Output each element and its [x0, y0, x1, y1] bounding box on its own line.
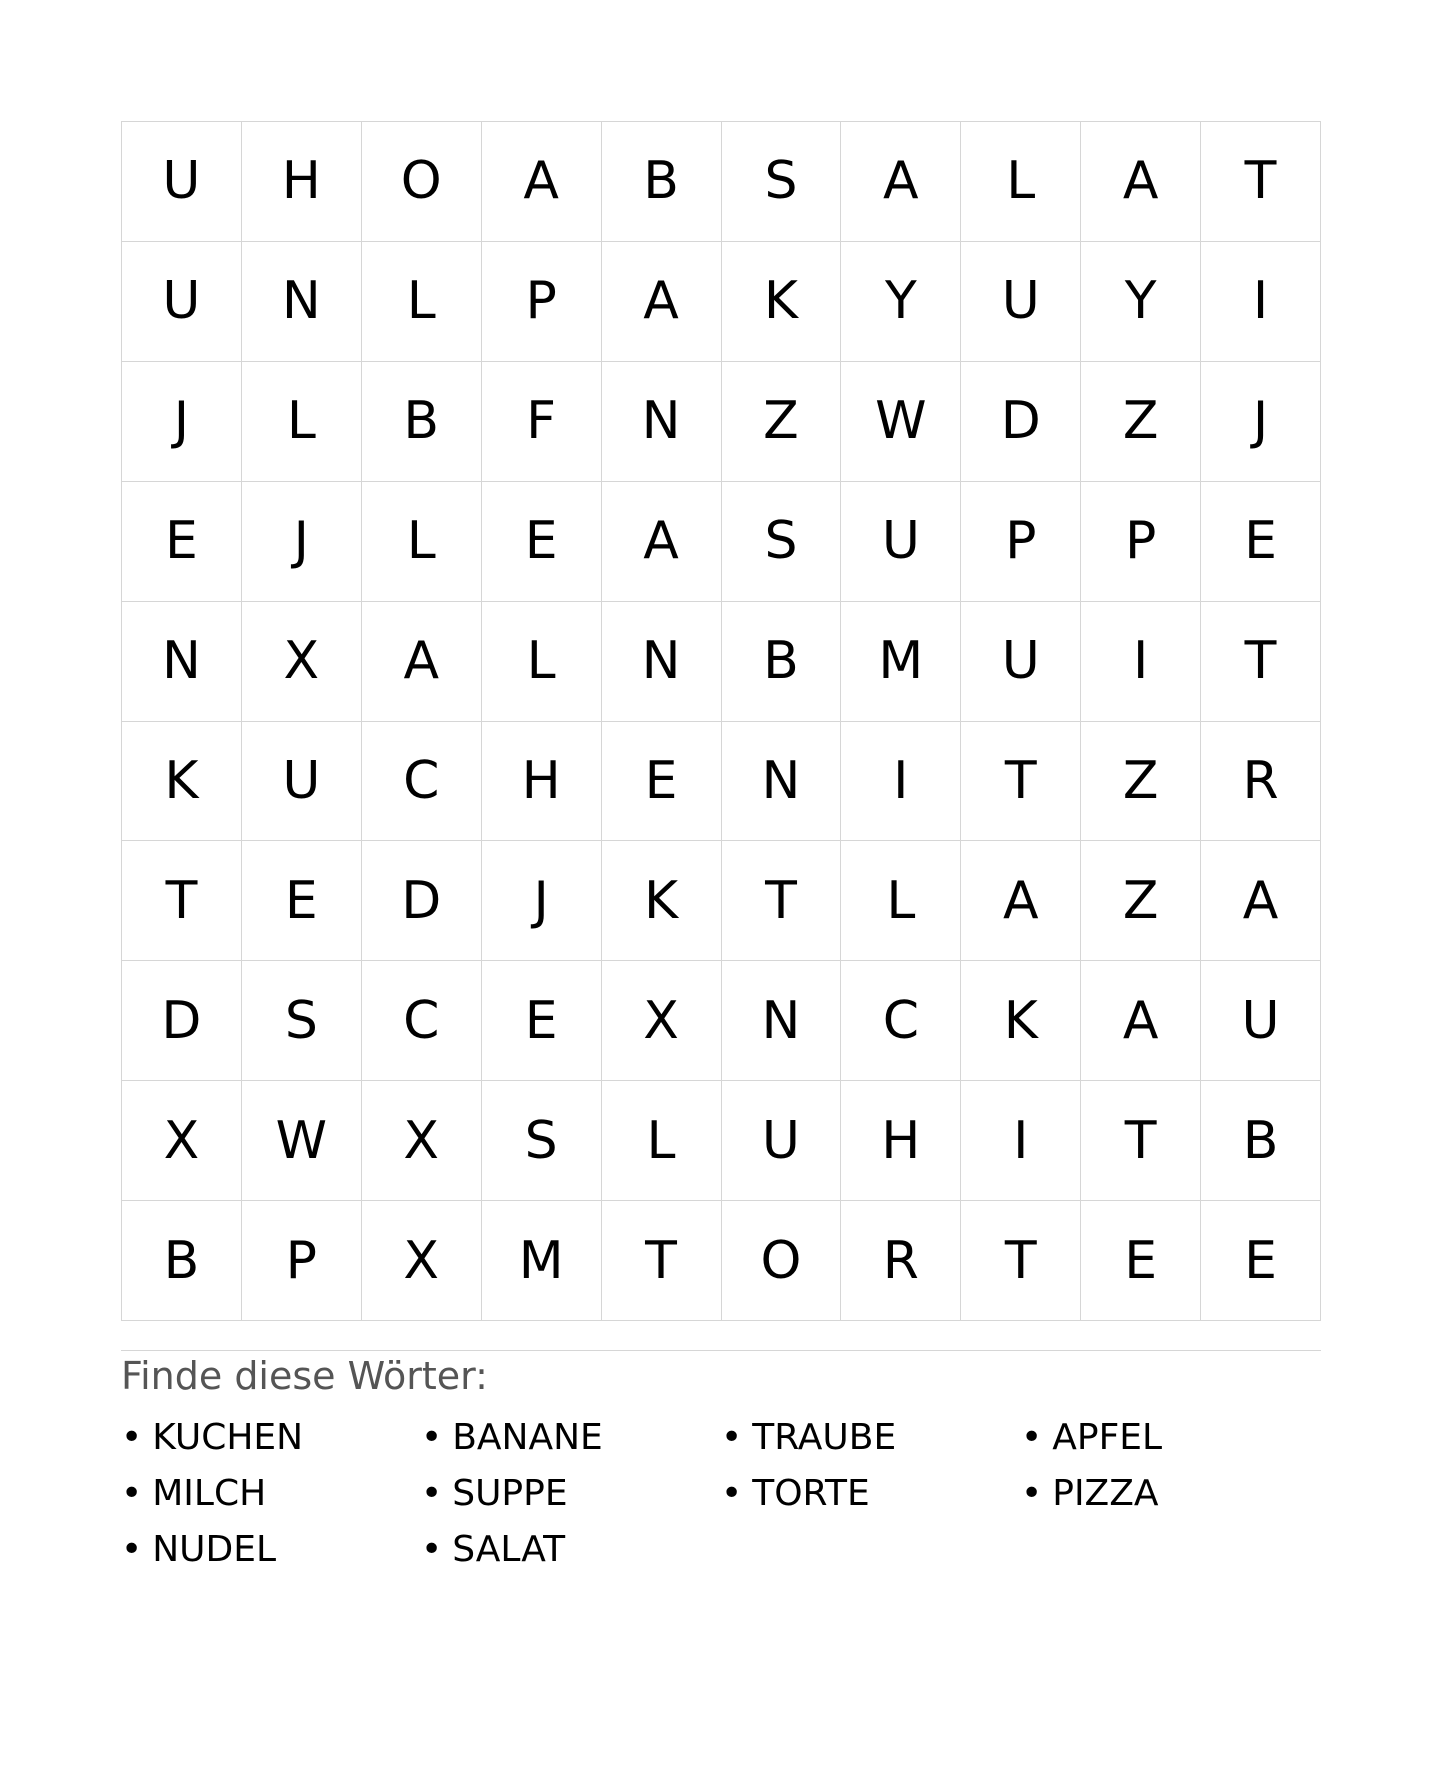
grid-cell[interactable]: P	[482, 242, 602, 362]
grid-cell[interactable]: U	[841, 482, 961, 602]
grid-cell[interactable]: B	[602, 122, 722, 242]
grid-cell[interactable]: B	[1201, 1081, 1321, 1201]
word-item: • APFEL	[1021, 1410, 1321, 1466]
grid-cell[interactable]: X	[602, 961, 722, 1081]
grid-cell[interactable]: S	[482, 1081, 602, 1201]
grid-cell[interactable]: M	[841, 602, 961, 722]
grid-cell[interactable]: Z	[1081, 841, 1201, 961]
grid-cell[interactable]: H	[242, 122, 362, 242]
word-item: • BANANE	[421, 1410, 721, 1466]
grid-cell[interactable]: L	[602, 1081, 722, 1201]
grid-cell[interactable]: N	[722, 722, 842, 842]
grid-cell[interactable]: Z	[722, 362, 842, 482]
grid-cell[interactable]: T	[1201, 602, 1321, 722]
grid-cell[interactable]: E	[242, 841, 362, 961]
word-item: • MILCH	[121, 1466, 421, 1522]
grid-cell[interactable]: T	[1201, 122, 1321, 242]
grid-cell[interactable]: A	[1201, 841, 1321, 961]
grid-cell[interactable]: A	[602, 242, 722, 362]
grid-cell[interactable]: E	[1201, 1201, 1321, 1321]
grid-cell[interactable]: U	[122, 242, 242, 362]
grid-cell[interactable]: X	[122, 1081, 242, 1201]
grid-cell[interactable]: W	[841, 362, 961, 482]
grid-cell[interactable]: F	[482, 362, 602, 482]
grid-cell[interactable]: I	[1081, 602, 1201, 722]
grid-cell[interactable]: J	[242, 482, 362, 602]
grid-cell[interactable]: R	[841, 1201, 961, 1321]
grid-cell[interactable]: E	[482, 961, 602, 1081]
grid-cell[interactable]: A	[482, 122, 602, 242]
grid-cell[interactable]: T	[1081, 1081, 1201, 1201]
grid-cell[interactable]: T	[961, 722, 1081, 842]
grid-cell[interactable]: P	[242, 1201, 362, 1321]
grid-cell[interactable]: A	[602, 482, 722, 602]
grid-cell[interactable]: E	[482, 482, 602, 602]
grid-cell[interactable]: X	[362, 1201, 482, 1321]
grid-cell[interactable]: W	[242, 1081, 362, 1201]
grid-cell[interactable]: C	[362, 961, 482, 1081]
grid-cell[interactable]: N	[722, 961, 842, 1081]
grid-cell[interactable]: J	[1201, 362, 1321, 482]
grid-cell[interactable]: Z	[1081, 722, 1201, 842]
grid-cell[interactable]: P	[1081, 482, 1201, 602]
grid-cell[interactable]: J	[122, 362, 242, 482]
grid-cell[interactable]: U	[961, 602, 1081, 722]
word-item: • TORTE	[721, 1466, 1021, 1522]
grid-cell[interactable]: K	[122, 722, 242, 842]
grid-cell[interactable]: S	[722, 482, 842, 602]
grid-cell[interactable]: E	[122, 482, 242, 602]
grid-cell[interactable]: K	[602, 841, 722, 961]
grid-cell[interactable]: M	[482, 1201, 602, 1321]
grid-cell[interactable]: L	[362, 482, 482, 602]
grid-cell[interactable]: D	[122, 961, 242, 1081]
grid-cell[interactable]: O	[362, 122, 482, 242]
word-item: • TRAUBE	[721, 1410, 1021, 1466]
grid-cell[interactable]: C	[362, 722, 482, 842]
grid-cell[interactable]: H	[841, 1081, 961, 1201]
grid-cell[interactable]: L	[242, 362, 362, 482]
grid-cell[interactable]: X	[362, 1081, 482, 1201]
grid-cell[interactable]: N	[602, 362, 722, 482]
word-item: • SUPPE	[421, 1466, 721, 1522]
grid-cell[interactable]: I	[1201, 242, 1321, 362]
grid-cell[interactable]: E	[1201, 482, 1321, 602]
grid-cell[interactable]: Z	[1081, 362, 1201, 482]
grid-cell[interactable]: U	[242, 722, 362, 842]
grid-cell[interactable]: L	[362, 242, 482, 362]
grid-cell[interactable]: A	[1081, 122, 1201, 242]
grid-cell[interactable]: U	[961, 242, 1081, 362]
grid-cell[interactable]: O	[722, 1201, 842, 1321]
grid-cell[interactable]: N	[122, 602, 242, 722]
grid-cell[interactable]: U	[722, 1081, 842, 1201]
grid-cell[interactable]: U	[1201, 961, 1321, 1081]
grid-cell[interactable]: E	[602, 722, 722, 842]
word-list-title: Finde diese Wörter:	[121, 1354, 488, 1398]
grid-cell[interactable]: K	[722, 242, 842, 362]
grid-cell[interactable]: A	[841, 122, 961, 242]
grid-cell[interactable]: L	[961, 122, 1081, 242]
grid-cell[interactable]: T	[122, 841, 242, 961]
grid-cell[interactable]: Y	[1081, 242, 1201, 362]
grid-cell[interactable]: S	[722, 122, 842, 242]
word-list	[121, 1410, 1321, 1578]
grid-cell[interactable]: N	[242, 242, 362, 362]
grid-cell[interactable]: B	[362, 362, 482, 482]
grid-cell[interactable]: E	[1081, 1201, 1201, 1321]
grid-cell[interactable]: H	[482, 722, 602, 842]
grid-cell[interactable]: N	[602, 602, 722, 722]
grid-cell[interactable]: T	[961, 1201, 1081, 1321]
letter-grid	[121, 121, 1321, 1321]
word-item: • SALAT	[421, 1522, 721, 1578]
grid-cell[interactable]: A	[961, 841, 1081, 961]
grid-cell[interactable]: D	[362, 841, 482, 961]
grid-cell[interactable]: P	[961, 482, 1081, 602]
grid-cell[interactable]: I	[961, 1081, 1081, 1201]
grid-cell[interactable]: X	[242, 602, 362, 722]
grid-cell[interactable]: I	[841, 722, 961, 842]
grid-cell[interactable]: K	[961, 961, 1081, 1081]
grid-cell[interactable]: T	[602, 1201, 722, 1321]
grid-cell[interactable]: L	[841, 841, 961, 961]
grid-cell[interactable]: L	[482, 602, 602, 722]
grid-cell[interactable]: S	[242, 961, 362, 1081]
word-item: • NUDEL	[121, 1522, 421, 1578]
grid-cell[interactable]: U	[122, 122, 242, 242]
grid-cell[interactable]: Y	[841, 242, 961, 362]
grid-cell[interactable]: B	[122, 1201, 242, 1321]
grid-cell[interactable]: A	[1081, 961, 1201, 1081]
grid-cell[interactable]: J	[482, 841, 602, 961]
grid-cell[interactable]: C	[841, 961, 961, 1081]
grid-cell[interactable]: B	[722, 602, 842, 722]
grid-cell[interactable]: A	[362, 602, 482, 722]
grid-cell[interactable]: D	[961, 362, 1081, 482]
word-item: • PIZZA	[1021, 1466, 1321, 1522]
word-item: • KUCHEN	[121, 1410, 421, 1466]
grid-cell[interactable]: R	[1201, 722, 1321, 842]
grid-cell[interactable]: T	[722, 841, 842, 961]
